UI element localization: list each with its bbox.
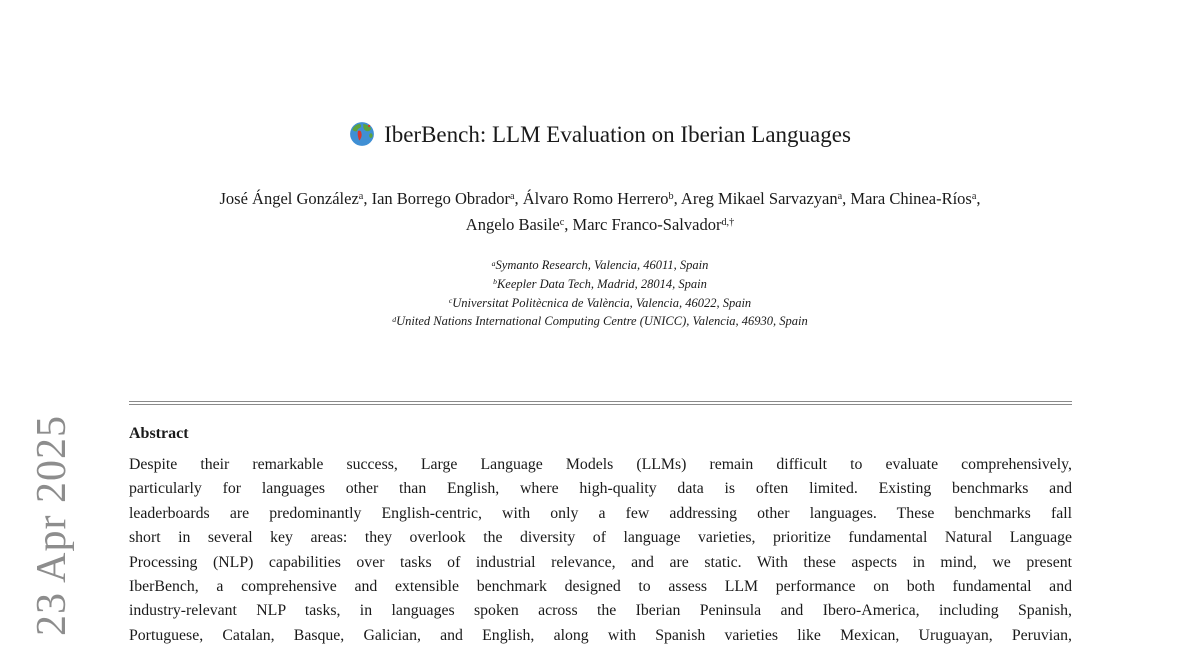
globe-americas-icon [349, 121, 375, 147]
abstract-line: Processing (NLP) capabilities over tasks of industrial relevance, and are static. With these aspects in mind, we present [129, 553, 1072, 571]
abstract-top-rule [129, 401, 1072, 405]
abstract-line: short in several key areas: they overlook the diversity of language varieties, prioritize fundamental Natural Language [129, 529, 1072, 547]
affiliation-line: $^d$United Nations International Computing Centre (UNICC), Valencia, 46930, Spain [392, 314, 808, 329]
author-line-1: José Ángel González$^a$, Ian Borrego Obrador$^a$, Álvaro Romo Herrero$^b$, Areg Mikael Sarvazyan$^a$, Mara Chinea-Ríos$^a$, [219, 189, 981, 208]
abstract-line: particularly for languages other than English, where high-quality data is often limited. Existing benchmarks and [129, 480, 1072, 498]
abstract-line: Portuguese, Catalan, Basque, Galician, and English, along with Spanish varieties like Mexican, Uruguayan, Peruvian, [129, 626, 1072, 644]
author-line-2: Angelo Basile$^c$, Marc Franco-Salvador$^{d,\dagger}$ [465, 215, 735, 234]
author-block [0, 186, 1200, 238]
abstract-line: Despite their remarkable success, Large Language Models (LLMs) remain difficult to evaluate comprehensively, [129, 456, 1072, 473]
affiliation-line: $^b$Keepler Data Tech, Madrid, 28014, Spain [493, 276, 707, 291]
abstract-paragraph [129, 456, 1072, 648]
abstract-line: leaderboards are predominantly English-centric, with only a few addressing other languages. These benchmarks fall [129, 504, 1072, 522]
abstract-heading: Abstract [129, 425, 189, 442]
abstract-line: IberBench, a comprehensive and extensible benchmark designed to assess LLM performance on both fundamental and [129, 577, 1072, 595]
paper-title-text: IberBench: LLM Evaluation on Iberian Languages [384, 122, 851, 147]
arxiv-date-watermark: 23 Apr 2025 [29, 415, 75, 636]
paper-title [0, 118, 1200, 152]
affiliation-line: $^a$Symanto Research, Valencia, 46011, Spain [491, 258, 709, 272]
affiliation-block [0, 256, 1200, 331]
affiliation-line: $^c$Universitat Politècnica de València, Valencia, 46022, Spain [448, 295, 752, 310]
abstract-line: industry-relevant NLP tasks, in languages spoken across the Iberian Peninsula and Ibero-America, including Spanish, [129, 602, 1072, 620]
